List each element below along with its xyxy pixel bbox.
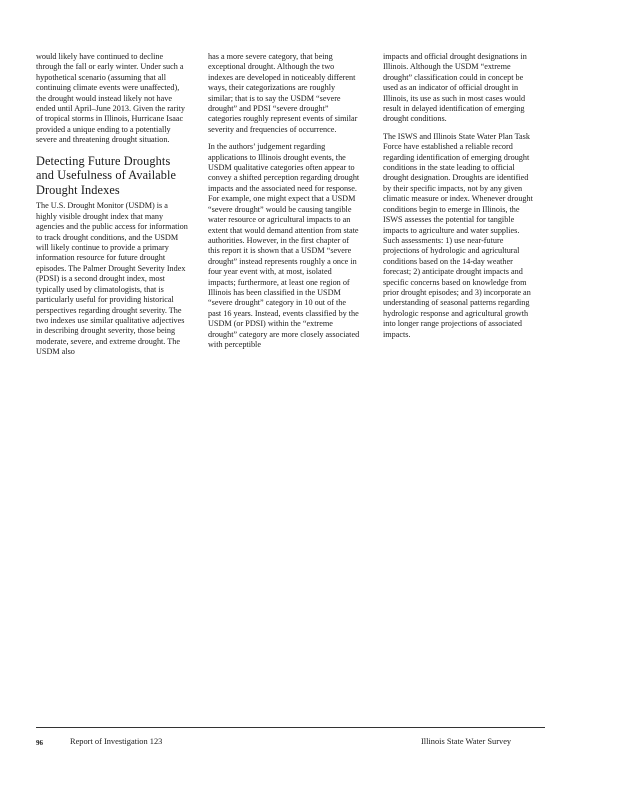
report-title: Report of Investigation 123 — [70, 737, 163, 746]
text-column-3 — [383, 52, 535, 347]
body-paragraph: The ISWS and Illinois State Water Plan Task Force have established a reliable record regarding identification of emerging drought conditions in the state leading to official drought designation. Droughts are identified by their specific impacts, not by any given climatic measure or index. Whenever drought conditions begin to emerge in Illinois, the ISWS assesses the potential for tangible impacts to agriculture and water supplies. Such assessments: 1) use near-future projections of hydrologic and agricultural conditions based on the 14-day weather forecast; 2) anticipate drought impacts and specific concerns based on knowledge from prior drought episodes; and 3) incorporate an understanding of seasonal patterns regarding hydrologic response and agricultural growth into longer range projections of associated impacts. — [383, 131, 533, 339]
page-number: 96 — [36, 739, 43, 747]
text-column-2 — [208, 52, 360, 357]
footer-divider — [36, 727, 545, 728]
body-paragraph: would likely have continued to decline through the fall or early winter. Under such a hypothetical scenario (assuming that all continuing climate events were unaffected), the drought would instead likely not have ended until April–June 2013. Given the rarity of tropical storms in Illinois, Hurricane Isaac provided a unique ending to a potentially severe and threatening drought situation. — [36, 52, 185, 145]
section-heading: Detecting Future Droughts and Usefulness of Available Drought Indexes — [36, 153, 177, 197]
body-paragraph: In the authors’ judgement regarding applications to Illinois drought events, the USDM qualitative categories often appear to convey a shifted perception regarding drought impacts and the associated need for response. For example, one might expect that a USDM “severe drought” would be causing tangible water resource or agricultural impacts to an extent that would demand attention from state authorities. However, in the first chapter of this report it is shown that a USDM “severe drought” instead represents roughly a once in four year event with, at most, isolated impacts; furthermore, at least one region of Illinois has been classified in the USDM “severe drought” category in 10 out of the past 16 years. Instead, events classified by the USDM (or PDSI) within the “extreme drought” category are more closely associated with perceptible — [208, 142, 360, 349]
body-paragraph: The U.S. Drought Monitor (USDM) is a highly visible drought index that many agencies and the public access for information to track drought conditions, and the USDM will likely continue to provide a primary information resource for future drought episodes. The Palmer Drought Severity Index (PDSI) is a second drought index, most typically used by climatologists, that is particularly useful for providing historical perspectives regarding drought severity. The two indexes use similar qualitative adjectives in describing drought severity, those being moderate, severe, and extreme drought. The USDM also — [36, 201, 188, 357]
agency-name: Illinois State Water Survey — [421, 737, 512, 746]
body-paragraph: has a more severe category, that being exceptional drought. Although the two indexes are developed in noticeably different ways, their categorizations are roughly similar; that is to say the USDM “severe drought” and PDSI “severe drought” categories roughly represent events of similar severity and frequencies of occurrence. — [208, 52, 358, 134]
body-paragraph: impacts and official drought designations in Illinois. Although the USDM “extreme drought” classification could in concept be used as an indicator of official drought in Illinois, its use as such in most cases would result in delayed identification of emerging drought conditions. — [383, 52, 527, 124]
text-column-1 — [36, 52, 188, 365]
